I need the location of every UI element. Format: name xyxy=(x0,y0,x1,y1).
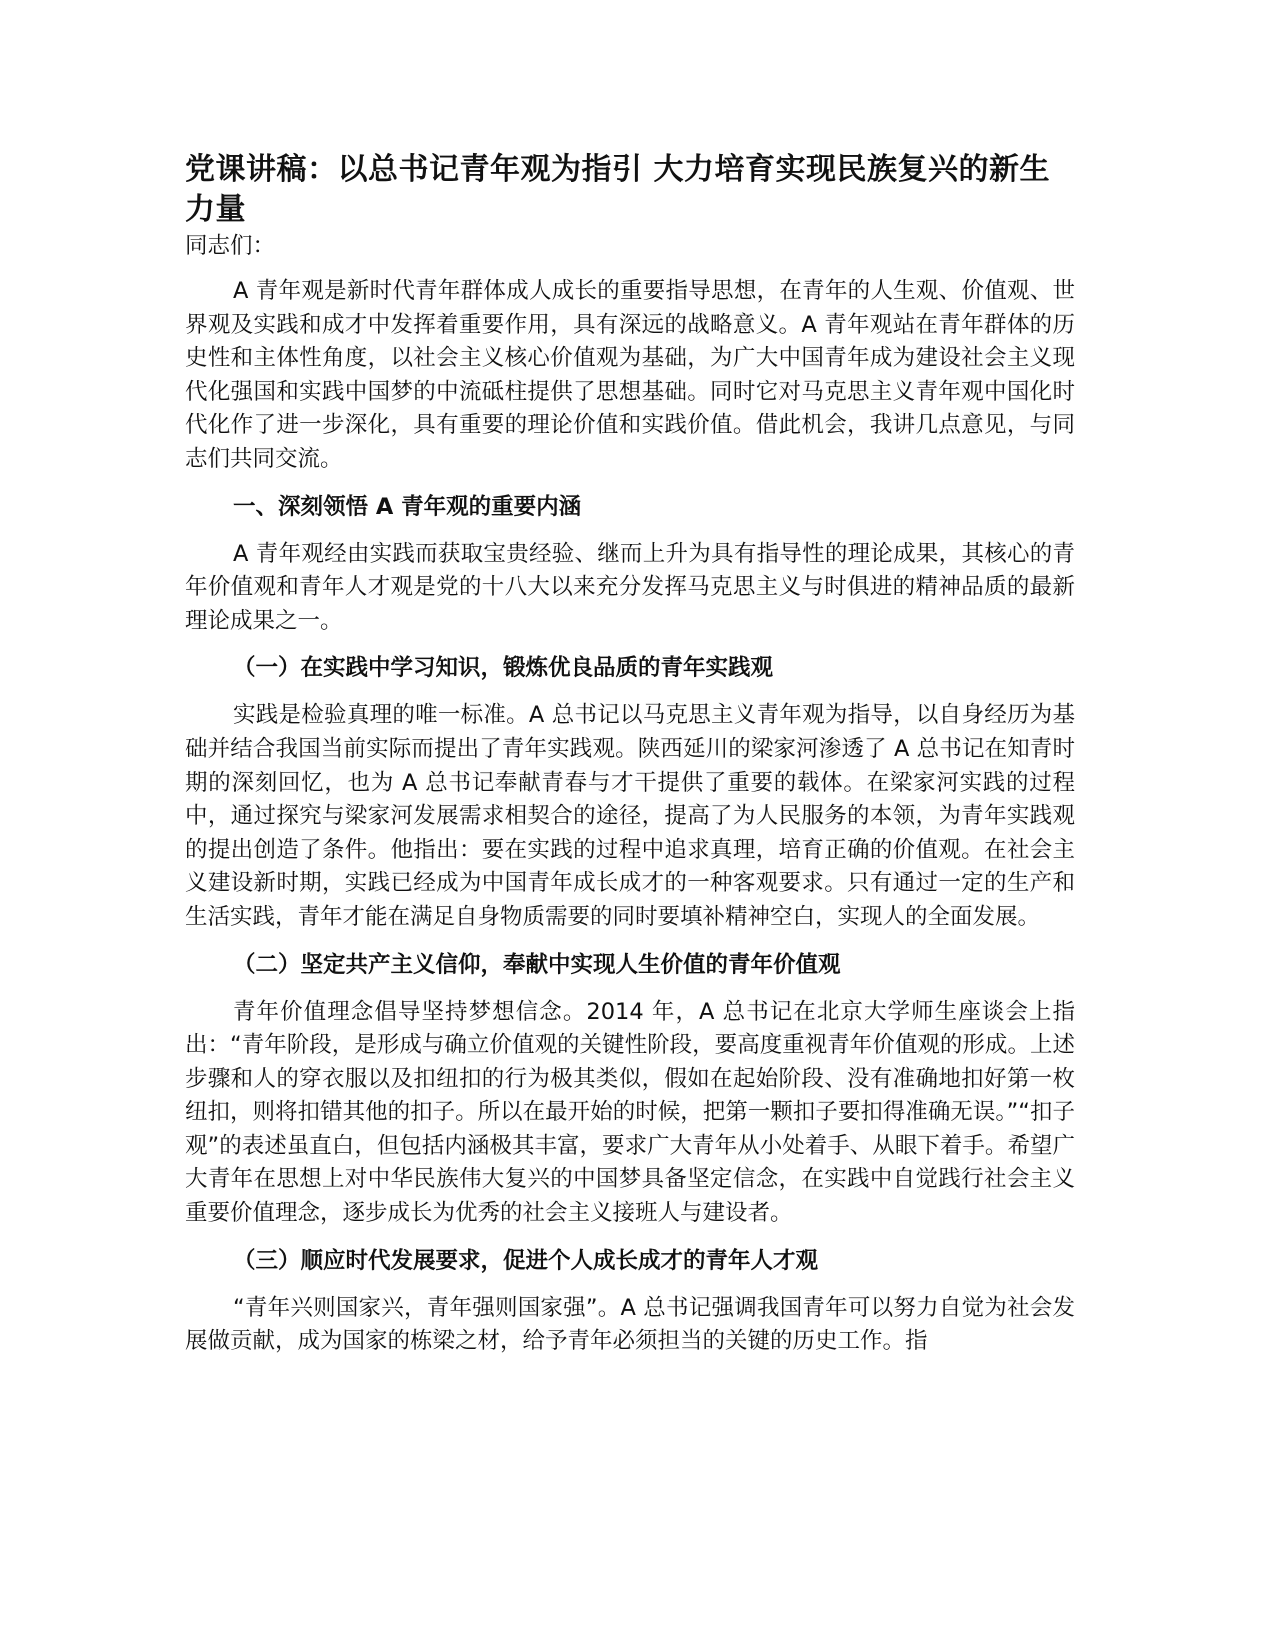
section-1-paragraph: A 青年观经由实践而获取宝贵经验、继而上升为具有指导性的理论成果，其核心的青年价值观和青年人才观是党的十八大以来充分发挥马克思主义与时俱进的精神品质的最新理论成果之一。 xyxy=(185,540,1075,634)
salutation: 同志们： xyxy=(185,233,276,259)
subsection-2-heading: （二）坚定共产主义信仰，奉献中实现人生价值的青年价值观 xyxy=(233,951,841,978)
intro-paragraph: A 青年观是新时代青年群体成人成长的重要指导思想，在青年的人生观、价值观、世界观及实践和成才中发挥着重要作用，具有深远的战略意义。A 青年观站在青年群体的历史性和主体性角度，以社会主义核心价值观为基础，为广大中国青年成为建设社会主义现代化强国和实践中国梦的中流砥柱提供了思想基础。同时它对马克思主义青年观中国化时代化作了进一步深化，具有重要的理论价值和实践价值。借此机会，我讲几点意见，与同志们共同交流。 xyxy=(185,278,1075,472)
section-1-heading: 一、深刻领悟 A 青年观的重要内涵 xyxy=(233,493,582,520)
subsection-1-heading: （一）在实践中学习知识，锻炼优良品质的青年实践观 xyxy=(233,655,774,682)
subsection-1-paragraph: 实践是检验真理的唯一标准。A 总书记以马克思主义青年观为指导，以自身经历为基础并结合我国当前实际而提出了青年实践观。陕西延川的梁家河渗透了 A 总书记在知青时期的深刻回忆，也为 A 总书记奉献青春与才干提供了重要的载体。在梁家河实践的过程中，通过探究与梁家河发展需求相契合的途径，提高了为人民服务的本领，为青年实践观的提出创造了条件。他指出：要在实践的过程中追求真理，培育正确的价值观。在社会主义建设新时期，实践已经成为中国青年成长成才的一种客观要求。只有通过一定的生产和生活实践，青年才能在满足自身物质需要的同时要填补精神空白，实现人的全面发展。 xyxy=(185,702,1075,930)
document-title: 党课讲稿：以总书记青年观为指引 大力培育实现民族复兴的新生力量 xyxy=(185,152,1050,227)
subsection-3-paragraph: “青年兴则国家兴，青年强则国家强”。A 总书记强调我国青年可以努力自觉为社会发展做贡献，成为国家的栋梁之材，给予青年必须担当的关键的历史工作。指 xyxy=(185,1294,1075,1355)
subsection-3-heading: （三）顺应时代发展要求，促进个人成长成才的青年人才观 xyxy=(233,1247,819,1274)
subsection-2-paragraph: 青年价值理念倡导坚持梦想信念。2014 年，A 总书记在北京大学师生座谈会上指出：“青年阶段，是形成与确立价值观的关键性阶段，要高度重视青年价值观的形成。上述步骤和人的穿衣服以及扣纽扣的行为极其类似，假如在起始阶段、没有准确地扣好第一枚纽扣，则将扣错其他的扣子。所以在最开始的时候，把第一颗扣子要扣得准确无误。”“扣子观”的表述虽直白，但包括内涵极其丰富，要求广大青年从小处着手、从眼下着手。希望广大青年在思想上对中华民族伟大复兴的中国梦具备坚定信念，在实践中自觉践行社会主义重要价值理念，逐步成长为优秀的社会主义接班人与建设者。 xyxy=(185,998,1075,1227)
